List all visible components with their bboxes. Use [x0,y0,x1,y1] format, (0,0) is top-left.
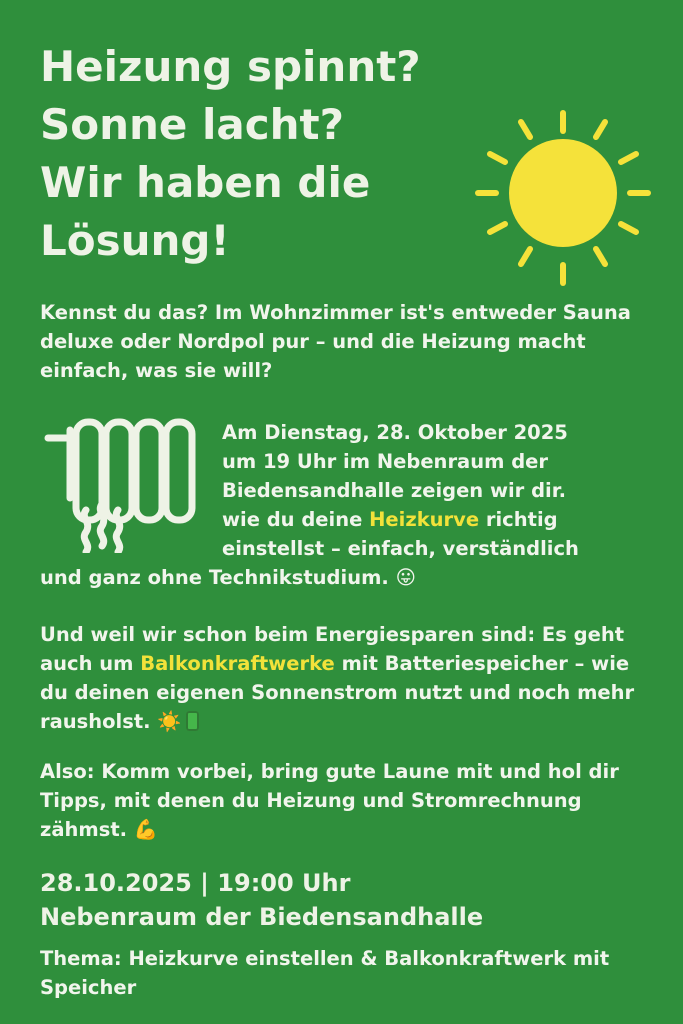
call-to-action [40,757,640,844]
highlight-heizkurve: Heizkurve [369,508,480,531]
energy-paragraph [40,620,640,736]
energy-text: Und weil wir schon beim Energiesparen sind: Es geht auch um [40,623,625,675]
event-topic: Thema: Heizkurve einstellen & Balkonkraftwerk mit Speicher [40,947,610,999]
event-details [40,866,660,934]
event-paragraph [40,418,640,592]
event-line: Am Dienstag, 28. Oktober 2025 [222,421,568,444]
headline-line: Wir haben die [40,158,371,207]
energy-text: mit Batteriespeicher – wie du deinen eigenen Sonnenstrom nutzt und noch mehr rausholst. [40,652,635,733]
flexed-arm-emoji-icon: 💪 [133,818,159,841]
headline-line: Lösung! [40,216,230,265]
event-line [40,563,640,592]
intro-text: Kennst du das? Im Wohnzimmer ist's entweder Sauna deluxe oder Nordpol pur – und die Heizung macht einfach, was sie will? [40,301,631,382]
event-line: einstellst – einfach, verständlich [222,537,579,560]
battery-icon [186,711,199,731]
event-line [40,505,640,534]
event-datetime: 28.10.2025 | 19:00 Uhr [40,869,351,897]
headline-line: Heizung spinnt? [40,42,421,91]
event-text: wie du deine [222,508,370,531]
highlight-balkonkraftwerke: Balkonkraftwerke [140,652,335,675]
headline-line: Sonne lacht? [40,100,344,149]
headline [40,38,480,270]
face-emoji-icon: 😛 [395,566,416,589]
event-text: richtig [479,508,558,531]
event-line: um 19 Uhr im Nebenraum der [222,450,549,473]
event-line: Biedensandhalle zeigen wir dir. [222,479,566,502]
sun-icon [470,105,656,291]
cta-text: Also: Komm vorbei, bring gute Laune mit und hol dir Tipps, mit denen du Heizung und Stromrechnung zähmst. [40,760,619,841]
event-location: Nebenraum der Biedensandhalle [40,903,484,931]
event-text: und ganz ohne Technikstudium. [40,566,389,589]
sun-emoji-icon: ☀️ [157,710,182,733]
